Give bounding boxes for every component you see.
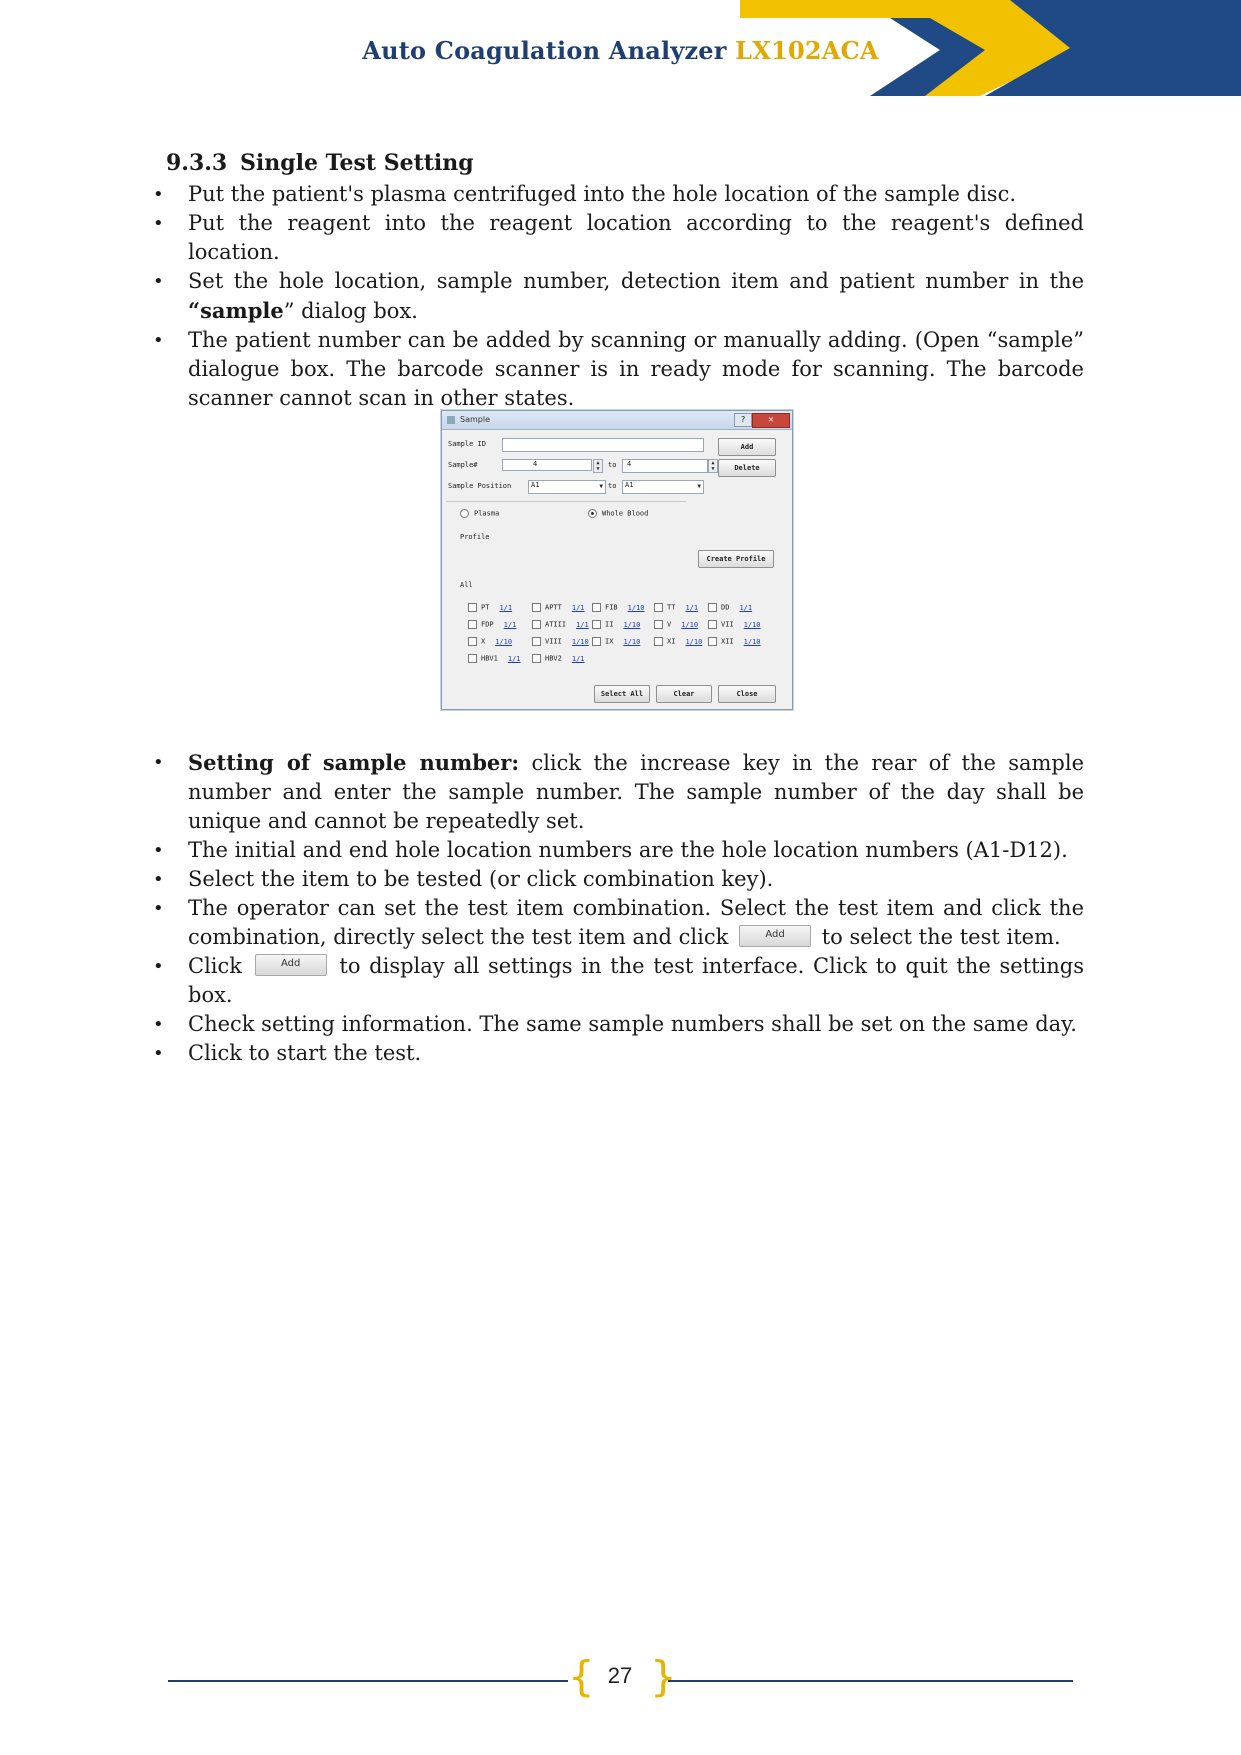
footer-rule-right xyxy=(668,1680,1073,1682)
test-item-fib[interactable]: FIB 1/10 xyxy=(592,603,645,612)
sample-number-from-spinner[interactable]: ▲ ▼ xyxy=(593,459,603,473)
sample-number-label: Sample# xyxy=(448,461,478,469)
section-title: Single Test Setting xyxy=(240,150,474,176)
create-profile-button[interactable]: Create Profile xyxy=(698,550,774,568)
list-item: • Click to start the test. xyxy=(153,1041,422,1065)
bullet-list-top xyxy=(150,180,1084,413)
delete-button[interactable]: Delete xyxy=(718,459,776,477)
all-label: All xyxy=(460,581,473,589)
profile-label: Profile xyxy=(460,533,490,541)
test-item-ii[interactable]: II 1/10 xyxy=(592,620,640,629)
sample-number-from[interactable]: 4 xyxy=(502,459,592,471)
list-item: • Select the item to be tested (or click combination key). xyxy=(153,867,774,891)
test-item-aptt[interactable]: APTT 1/1 xyxy=(532,603,585,612)
dialog-title: Sample xyxy=(460,415,490,424)
test-item-xi[interactable]: XI 1/10 xyxy=(654,637,702,646)
test-item-x[interactable]: X 1/10 xyxy=(468,637,512,646)
list-item: • The patient number can be added by scanning or manually adding. (Open “sample” dialogue box. The barcode scanner is in ready mode for scanning. The barcode scanner cannot scan in other states. xyxy=(153,328,1084,410)
radio-plasma[interactable]: Plasma xyxy=(460,509,499,518)
sample-id-label: Sample ID xyxy=(448,440,486,448)
window-icon xyxy=(447,416,455,424)
page-number: 27 xyxy=(607,1663,633,1688)
radio-whole-blood[interactable]: Whole Blood xyxy=(588,509,648,518)
dialog-titlebar xyxy=(442,411,792,430)
footer-brace-left: { xyxy=(568,1652,595,1701)
test-item-atiii[interactable]: ATIII 1/1 xyxy=(532,620,589,629)
footer-rule-left xyxy=(168,1680,568,1682)
test-item-v[interactable]: V 1/10 xyxy=(654,620,698,629)
chevron-down-icon: ▼ xyxy=(697,483,701,490)
footer-brace-right: } xyxy=(650,1652,677,1701)
sample-position-label: Sample Position xyxy=(448,482,512,490)
test-item-ix[interactable]: IX 1/10 xyxy=(592,637,640,646)
test-item-hbv1[interactable]: HBV1 1/1 xyxy=(468,654,521,663)
header-model-name: LX102ACA xyxy=(735,36,879,65)
sample-id-input[interactable] xyxy=(502,438,704,452)
list-item: • The operator can set the test item combination. Select the test item and click the combination, directly select the test item and click Add to select the test item. xyxy=(153,896,1084,949)
header-product-name: Auto Coagulation Analyzer xyxy=(362,36,727,65)
test-item-vii[interactable]: VII 1/10 xyxy=(708,620,761,629)
section-number: 9.3.3 xyxy=(166,150,228,176)
test-item-pt[interactable]: PT 1/1 xyxy=(468,603,512,612)
sample-number-to-spinner[interactable]: ▲ ▼ xyxy=(708,459,718,473)
sample-position-from-select[interactable]: A1 ▼ xyxy=(528,480,606,494)
header-banner-graphic xyxy=(740,0,1241,96)
list-item: • Put the reagent into the reagent location according to the reagent's defined location. xyxy=(153,211,1084,264)
help-icon[interactable]: ? xyxy=(734,413,752,427)
add-button[interactable]: Add xyxy=(718,438,776,456)
list-item: • Check setting information. The same sample numbers shall be set on the same day. xyxy=(153,1012,1077,1036)
list-item: • The initial and end hole location numbers are the hole location numbers (A1-D12). xyxy=(153,838,1068,862)
close-icon[interactable]: ✕ xyxy=(752,413,790,428)
sample-position-to-select[interactable]: A1 ▼ xyxy=(622,480,704,494)
test-item-hbv2[interactable]: HBV2 1/1 xyxy=(532,654,585,663)
list-item: • Put the patient's plasma centrifuged into the hole location of the sample disc. xyxy=(153,182,1017,206)
section-heading xyxy=(166,150,474,176)
inline-add-button-image: Add xyxy=(739,925,811,947)
close-button[interactable]: Close xyxy=(718,685,776,703)
list-item: • Set the hole location, sample number, detection item and patient number in the “sample” dialog box. xyxy=(153,269,1084,323)
test-item-dd[interactable]: DD 1/1 xyxy=(708,603,752,612)
test-item-tt[interactable]: TT 1/1 xyxy=(654,603,698,612)
sample-dialog-screenshot xyxy=(441,410,793,710)
select-all-button[interactable]: Select All xyxy=(594,685,650,703)
sample-number-to[interactable]: 4 xyxy=(622,459,708,473)
to-label: to xyxy=(608,482,617,490)
clear-button[interactable]: Clear xyxy=(656,685,712,703)
test-item-viii[interactable]: VIII 1/10 xyxy=(532,637,589,646)
inline-add-button-image: Add xyxy=(255,954,327,976)
to-label: to xyxy=(608,461,617,469)
list-item: • Setting of sample number: click the increase key in the rear of the sample number and enter the sample number. The sample number of the day shall be unique and cannot be repeatedly set. xyxy=(153,750,1085,833)
bullet-list-bottom xyxy=(150,748,1084,1068)
list-item: • Click Add to display all settings in the test interface. Click to quit the settings box. xyxy=(153,954,1084,1007)
test-item-xii[interactable]: XII 1/10 xyxy=(708,637,761,646)
test-item-fdp[interactable]: FDP 1/1 xyxy=(468,620,516,629)
chevron-down-icon: ▼ xyxy=(599,483,603,490)
